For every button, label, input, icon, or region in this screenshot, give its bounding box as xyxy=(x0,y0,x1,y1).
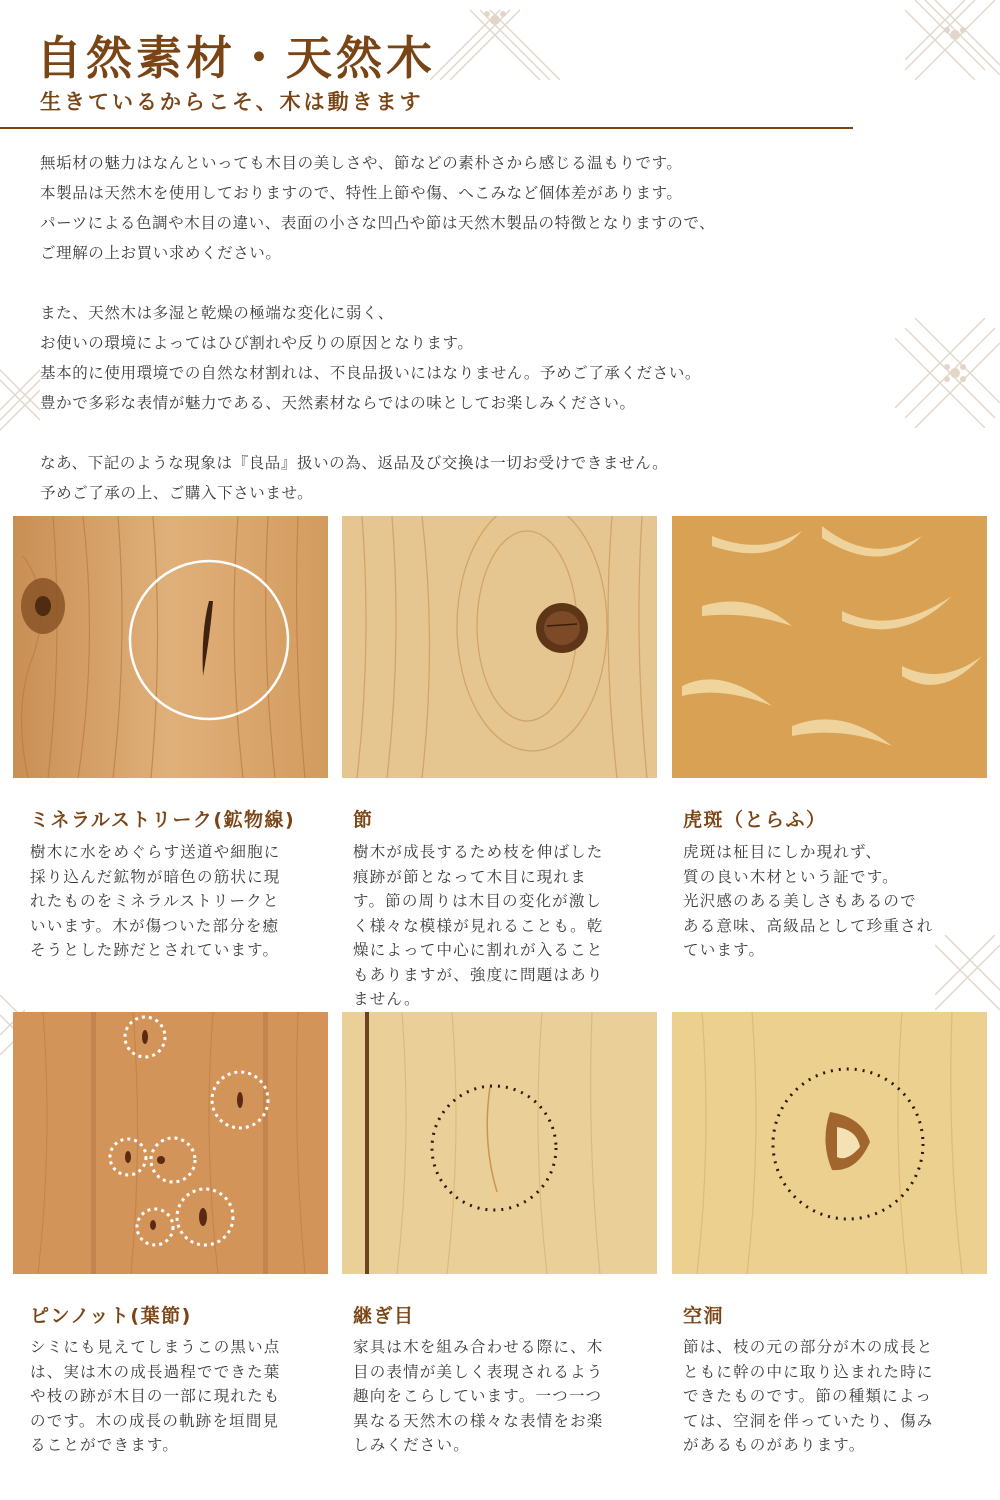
description-line: ることができます。 xyxy=(30,1436,180,1454)
description-line: 節は、枝の元の部分が木の成長と xyxy=(683,1338,934,1356)
intro-line: また、天然木は多湿と乾燥の極端な変化に弱く、 xyxy=(40,304,394,322)
description-line: ています。 xyxy=(683,941,766,959)
lattice-ornament-left-middle xyxy=(0,365,40,435)
description-line: 樹木が成長するため枝を伸ばした xyxy=(353,843,604,861)
page-subtitle: 生きているからこそ、木は動きます xyxy=(40,90,424,114)
header-divider xyxy=(0,127,853,129)
description-line: は、実は木の成長過程でできた葉 xyxy=(30,1362,281,1381)
description-line: ある意味、高級品として珍重され xyxy=(683,916,934,935)
tiger-fleck-title: 虎斑（とらふ） xyxy=(683,809,827,831)
description-line: シミにも見えてしまうこの黒い点 xyxy=(30,1338,281,1356)
description-line: 痕跡が節となって木目に現れま xyxy=(353,867,587,886)
intro-line: 本製品は天然木を使用しておりますので、特性上節や傷、へこみなど個体差があります。 xyxy=(40,184,683,202)
description-line: 質の良い木材という証です。 xyxy=(683,867,899,886)
description-line: 光沢感のある美しさもあるので xyxy=(683,892,917,910)
description-line: いいます。木が傷ついた部分を癒 xyxy=(30,916,280,935)
intro-line: 基本的に使用環境での自然な材割れは、不良品扱いにはなりません。予めご了承ください。 xyxy=(40,364,702,382)
intro-line: パーツによる色調や木目の違い、表面の小さな凹凸や節は天然木製品の特徴となりますので、 xyxy=(40,214,716,232)
description-line: 採り込んだ鉱物が暗色の筋状に現 xyxy=(30,867,281,886)
pin-knot-description xyxy=(30,1335,330,1458)
description-line: ては、空洞を伴っていたり、傷み xyxy=(683,1411,934,1430)
description-line: そうとした跡だとされています。 xyxy=(30,941,280,959)
description-line: く様々な模様が見れることも。乾 xyxy=(353,916,604,935)
lattice-ornament-right-middle xyxy=(895,318,1000,428)
lattice-ornament-top-right xyxy=(905,0,1000,80)
joint-seam-photo xyxy=(342,1012,657,1274)
intro-line: 豊かで多彩な表情が魅力である、天然素材ならではの味としてお楽しみください。 xyxy=(40,394,636,412)
description-line: ません。 xyxy=(353,990,421,1008)
description-line: できたものです。節の種類によっ xyxy=(683,1387,933,1405)
description-line: 趣向をこらしています。一つ一つ xyxy=(353,1387,603,1405)
mineral-streak-title: ミネラルストリーク(鉱物線) xyxy=(30,809,296,831)
intro-paragraph xyxy=(40,448,860,508)
intro-line: ご理解の上お買い求めください。 xyxy=(40,244,282,262)
description-line: や枝の跡が木目の一部に現れたも xyxy=(30,1387,281,1405)
description-line: 異なる天然木の様々な表情をお楽 xyxy=(353,1411,604,1430)
intro-line: なあ、下記のような現象は『良品』扱いの為、返品及び交換は一切お受けできません。 xyxy=(40,454,669,472)
description-line: もありますが、強度に問題はあり xyxy=(353,965,604,984)
intro-text xyxy=(40,148,860,508)
joint-seam-description xyxy=(353,1335,653,1458)
description-line: 虎斑は柾目にしか現れず、 xyxy=(683,843,883,861)
intro-line: お使いの環境によってはひび割れや反りの原因となります。 xyxy=(40,334,474,352)
intro-line: 予めご了承の上、ご購入下さいませ。 xyxy=(40,484,314,502)
mineral-streak-description xyxy=(30,840,330,963)
knot-description xyxy=(353,840,653,1012)
hollow-title: 空洞 xyxy=(683,1305,725,1327)
description-line: す。節の周りは木目の変化が激し xyxy=(353,892,603,910)
page-title: 自然素材・天然木 xyxy=(36,31,436,85)
knot-photo xyxy=(342,516,657,778)
description-line: 燥によって中心に割れが入ること xyxy=(353,941,604,959)
mineral-streak-photo xyxy=(13,516,328,778)
hollow-photo xyxy=(672,1012,987,1274)
pin-knot-photo xyxy=(13,1012,328,1274)
lattice-ornament-top-left xyxy=(420,0,570,80)
intro-line: 無垢材の魅力はなんといっても木目の美しさや、節などの素朴さから感じる温もりです。 xyxy=(40,154,683,172)
description-line: 樹木に水をめぐらす送道や細胞に xyxy=(30,843,281,861)
description-line: のです。木の成長の軌跡を垣間見 xyxy=(30,1411,280,1430)
description-line: しみください。 xyxy=(353,1436,470,1454)
tiger-fleck-description xyxy=(683,840,983,963)
hollow-description xyxy=(683,1335,983,1458)
joint-seam-title: 継ぎ目 xyxy=(353,1305,415,1327)
knot-title: 節 xyxy=(353,809,374,831)
intro-paragraph xyxy=(40,148,860,268)
tiger-fleck-photo xyxy=(672,516,987,778)
description-line: ともに幹の中に取り込まれた時に xyxy=(683,1362,934,1381)
pin-knot-title: ピンノット(葉節) xyxy=(30,1305,192,1327)
description-line: があるものがあります。 xyxy=(683,1436,866,1454)
description-line: れたものをミネラルストリークと xyxy=(30,892,280,910)
description-line: 家具は木を組み合わせる際に、木 xyxy=(353,1338,604,1356)
intro-paragraph xyxy=(40,298,860,418)
description-line: 目の表情が美しく表現されるよう xyxy=(353,1362,604,1381)
